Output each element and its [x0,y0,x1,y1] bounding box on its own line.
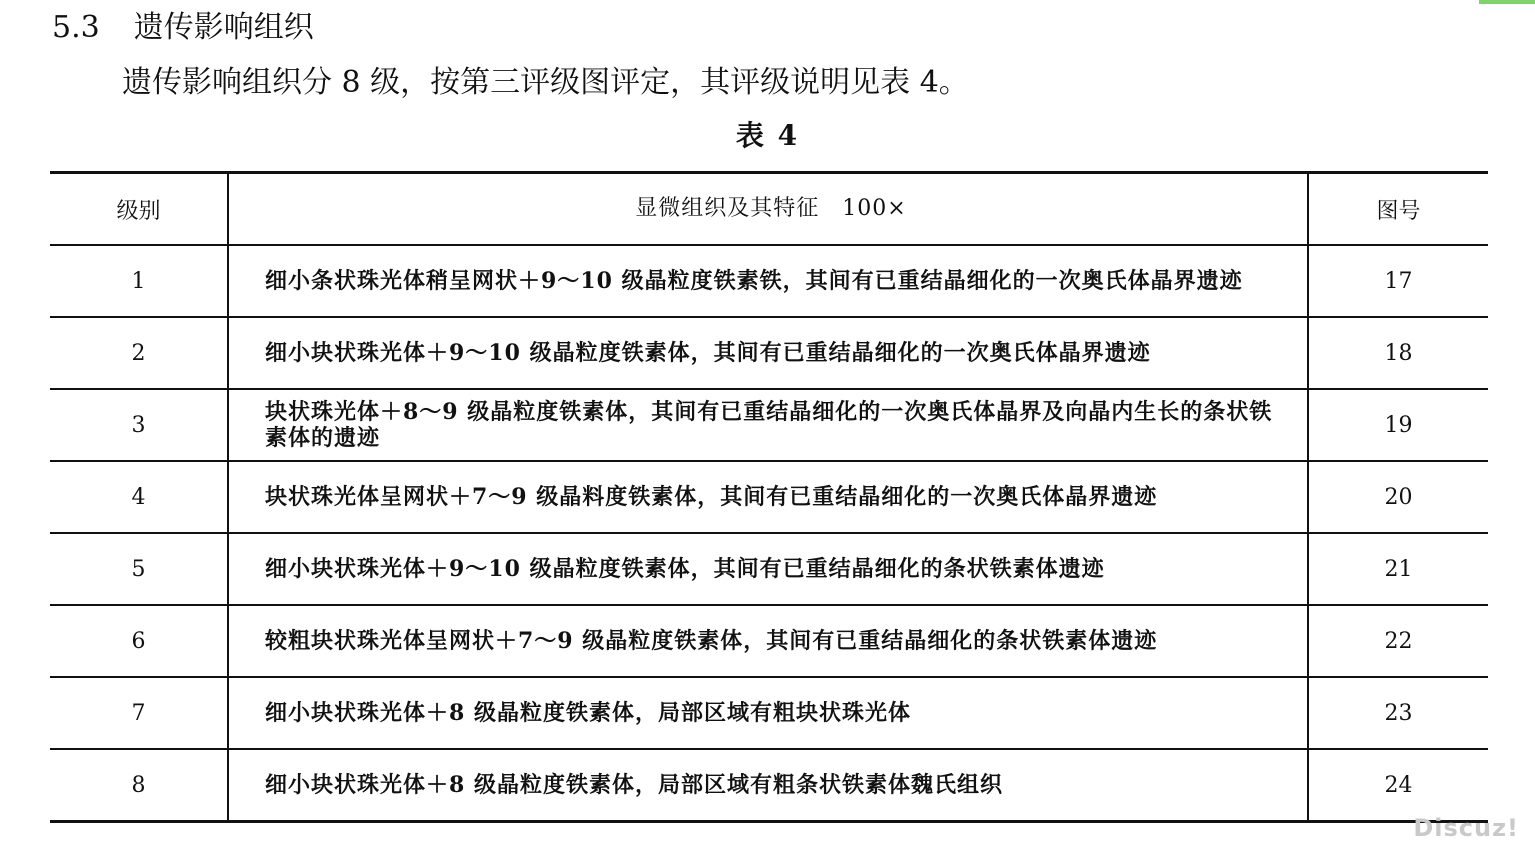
cell-grade: 5 [50,533,228,605]
table-row [50,677,1488,749]
section-title: 遗传影响组织 [133,10,314,45]
section-heading [52,8,314,48]
table-row [50,461,1488,533]
cell-grade: 8 [50,749,228,822]
cell-figure: 20 [1308,461,1488,533]
cell-description: 细小块状珠光体＋9～10 级晶粒度铁素体，其间有已重结晶细化的条状铁素体遗迹 [228,533,1308,605]
table-row [50,605,1488,677]
intro-paragraph: 遗传影响组织分 8 级，按第三评级图评定，其评级说明见表 4。 [122,65,969,100]
header-grade: 级别 [50,173,228,246]
cell-description: 块状珠光体＋8～9 级晶粒度铁素体，其间有已重结晶细化的一次奥氏体晶界及向晶内生长的条状铁素体的遗迹 [228,389,1308,461]
cell-description: 细小条状珠光体稍呈网状＋9～10 级晶粒度铁素铁，其间有已重结晶细化的一次奥氏体晶界遗迹 [228,245,1308,317]
table-row [50,389,1488,461]
table-row [50,245,1488,317]
cell-description: 较粗块状珠光体呈网状＋7～9 级晶粒度铁素体，其间有已重结晶细化的条状铁素体遗迹 [228,605,1308,677]
cell-grade: 4 [50,461,228,533]
cell-figure: 17 [1308,245,1488,317]
cell-figure: 22 [1308,605,1488,677]
cell-grade: 6 [50,605,228,677]
table-row [50,317,1488,389]
watermark: Discuz! [1413,814,1519,842]
cell-figure: 18 [1308,317,1488,389]
table-body [50,245,1488,822]
cell-description: 块状珠光体呈网状＋7～9 级晶料度铁素体，其间有已重结晶细化的一次奥氏体晶界遗迹 [228,461,1308,533]
cell-figure: 19 [1308,389,1488,461]
table-header-row [50,173,1488,246]
grade-table [50,171,1488,823]
cell-grade: 7 [50,677,228,749]
table-row [50,749,1488,822]
cell-description: 细小块状珠光体＋8 级晶粒度铁素体，局部区域有粗条状铁素体魏氏组织 [228,749,1308,822]
header-description: 显微组织及其特征 100× [228,173,1308,246]
section-number: 5.3 [52,10,100,45]
cell-description: 细小块状珠光体＋8 级晶粒度铁素体，局部区域有粗块状珠光体 [228,677,1308,749]
corner-accent [1479,0,1535,4]
table-row [50,533,1488,605]
cell-figure: 21 [1308,533,1488,605]
cell-grade: 3 [50,389,228,461]
cell-figure: 24 [1308,749,1488,822]
header-figure: 图号 [1308,173,1488,246]
cell-grade: 1 [50,245,228,317]
cell-description: 细小块状珠光体＋9～10 级晶粒度铁素体，其间有已重结晶细化的一次奥氏体晶界遗迹 [228,317,1308,389]
cell-grade: 2 [50,317,228,389]
table-caption: 表 4 [735,119,800,152]
cell-figure: 23 [1308,677,1488,749]
